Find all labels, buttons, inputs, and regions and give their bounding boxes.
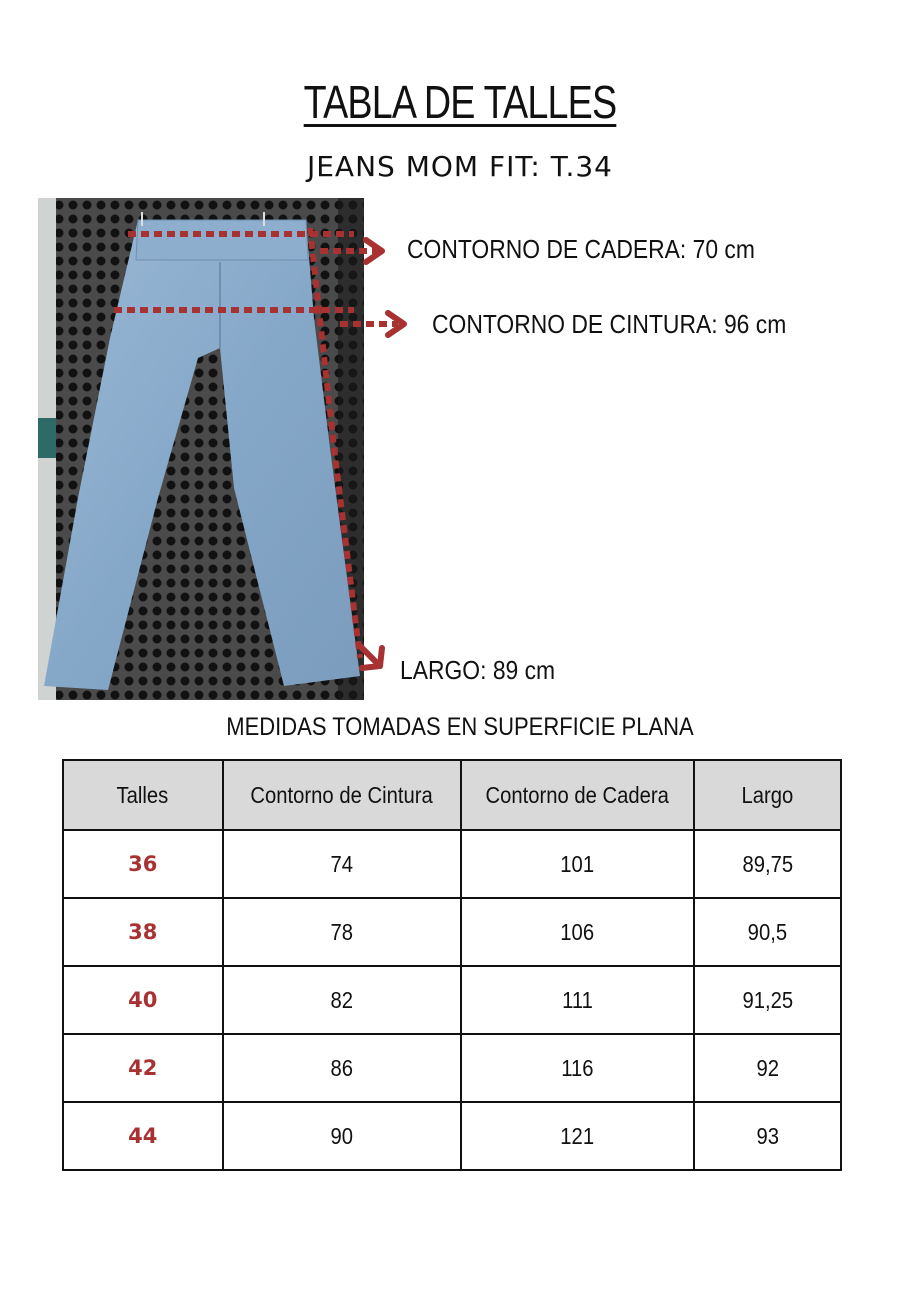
- cadera-arrow: [320, 236, 390, 266]
- header-largo: Largo: [694, 760, 841, 830]
- largo-arrow: [354, 640, 388, 674]
- table-header-row: [63, 760, 841, 830]
- cintura-cell: 78: [223, 898, 461, 966]
- largo-cell: 90,5: [694, 898, 841, 966]
- size-cell: 42: [63, 1034, 223, 1102]
- header-cintura: Contorno de Cintura: [223, 760, 461, 830]
- size-cell: 40: [63, 966, 223, 1034]
- cintura-cell: 82: [223, 966, 461, 1034]
- largo-measurement: LARGO: 89 cm: [400, 655, 556, 685]
- size-table: [62, 759, 842, 1171]
- cadera-cell: 116: [461, 1034, 694, 1102]
- size-cell: 44: [63, 1102, 223, 1170]
- cintura-measurement: CONTORNO DE CINTURA: 96 cm: [432, 309, 787, 339]
- table-row: [63, 966, 841, 1034]
- header-cadera: Contorno de Cadera: [461, 760, 694, 830]
- table-row: [63, 1102, 841, 1170]
- table-row: [63, 1034, 841, 1102]
- largo-cell: 92: [694, 1034, 841, 1102]
- cadera-cell: 111: [461, 966, 694, 1034]
- table-row: [63, 830, 841, 898]
- cadera-cell: 101: [461, 830, 694, 898]
- cintura-cell: 86: [223, 1034, 461, 1102]
- cintura-cell: 74: [223, 830, 461, 898]
- cintura-arrow: [340, 309, 412, 339]
- largo-cell: 93: [694, 1102, 841, 1170]
- size-cell: 38: [63, 898, 223, 966]
- cadera-cell: 121: [461, 1102, 694, 1170]
- measurement-note: MEDIDAS TOMADAS EN SUPERFICIE PLANA: [226, 713, 694, 741]
- size-cell: 36: [63, 830, 223, 898]
- largo-cell: 91,25: [694, 966, 841, 1034]
- page-title: TABLA DE TALLES: [303, 76, 617, 128]
- cadera-cell: 106: [461, 898, 694, 966]
- page-subtitle: JEANS MOM FIT: T.34: [306, 150, 613, 183]
- cadera-measurement: CONTORNO DE CADERA: 70 cm: [407, 234, 755, 264]
- largo-cell: 89,75: [694, 830, 841, 898]
- cintura-cell: 90: [223, 1102, 461, 1170]
- table-row: [63, 898, 841, 966]
- header-talles: Talles: [63, 760, 223, 830]
- jeans-photo: [38, 198, 364, 700]
